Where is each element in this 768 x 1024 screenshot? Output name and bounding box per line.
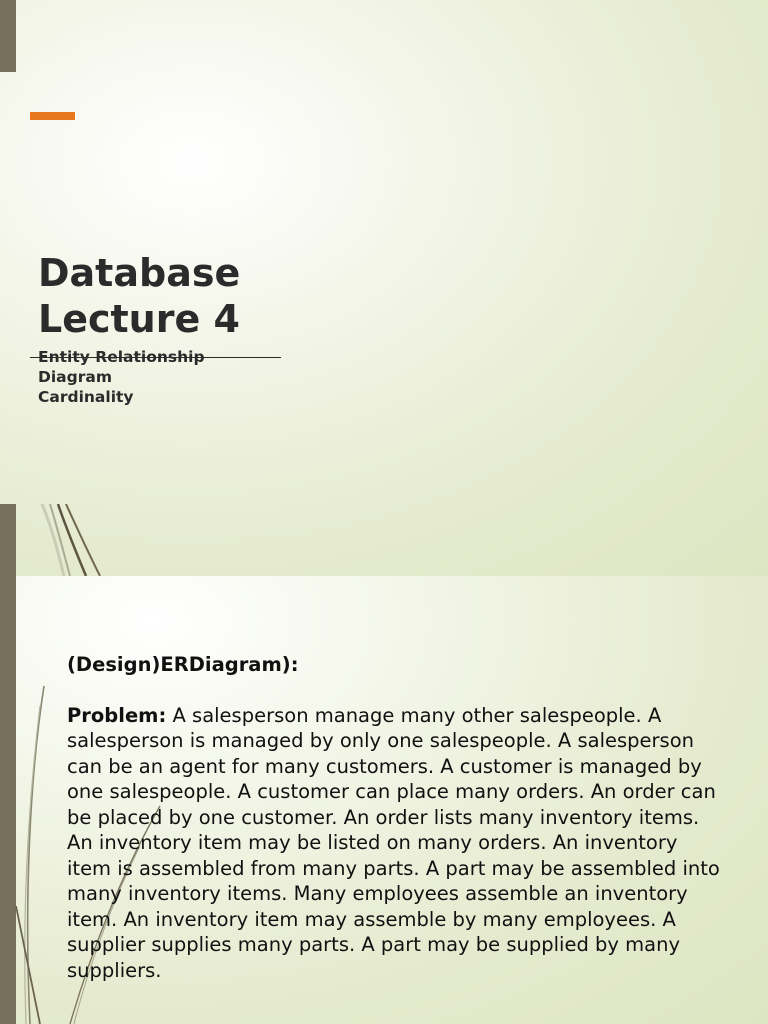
sidebar-bar xyxy=(0,576,16,1024)
slide-content xyxy=(67,652,727,983)
content-slide xyxy=(0,576,768,1024)
slide-subtitle xyxy=(38,347,205,407)
title-divider xyxy=(30,357,281,358)
subtitle-line-3: Cardinality xyxy=(38,388,134,406)
sidebar-bar-top xyxy=(0,0,16,72)
slide-title: Database Lecture 4 xyxy=(38,251,241,341)
subtitle-line-1: Entity Relationship xyxy=(38,348,205,366)
decorative-swoosh-lines xyxy=(0,504,120,576)
subtitle-line-2: Diagram xyxy=(38,368,112,386)
content-heading: (Design)ERDiagram): xyxy=(67,653,299,676)
problem-statement xyxy=(67,703,727,984)
sidebar-bar-bottom xyxy=(0,504,16,576)
problem-label: Problem: xyxy=(67,703,167,727)
problem-text: A salesperson manage many other salespeople. A salesperson is managed by only one salespeople. A salesperson can be an agent for many customers. A customer is managed by one salespeople. A customer can place many orders. An order can be placed by one customer. An order lists many inventory items. An inventory item may be listed on many orders. An inventory item is assembled from many parts. A part may be assembled into many inventory items. Many employees assemble an inventory item. An inventory item may assemble by many employees. A supplier supplies many parts. A part may be supplied by many suppliers. xyxy=(67,703,720,982)
accent-dash xyxy=(30,112,75,120)
